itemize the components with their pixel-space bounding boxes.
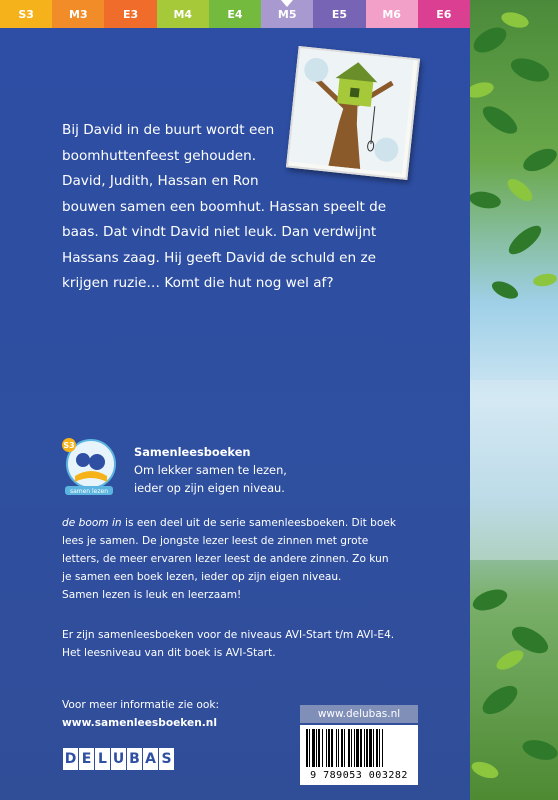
levels-info-line: Het leesniveau van dit boek is AVI-Start. [62,647,276,659]
barcode-bar [366,729,368,767]
description-line: lees je samen. De jongste lezer leest de zinnen met grote [62,535,369,547]
levels-info-line: Er zijn samenleesboeken voor de niveaus AVI-Start t/m AVI-E4. [62,629,395,641]
logo-letter: B [127,748,142,770]
barcode-bar [369,729,372,767]
barcode-bar [344,729,345,767]
samen-lezen-logo [61,436,117,496]
barcode-bar [336,729,337,767]
blurb-line: Hassans zaag. Hij geeft David de schuld en ze [62,249,376,266]
barcode-bar [318,729,320,767]
series-line: ieder op zijn eigen niveau. [134,481,285,495]
logo-letter: A [143,748,158,770]
isbn-number: 9 789053 003282 [310,770,408,781]
barcode-bar [331,729,333,767]
series-title: Samenleesboeken [134,445,251,459]
blurb [62,118,407,297]
blurb-line: David, Judith, Hassan en Ron [62,173,259,189]
level-tab: S3 [0,0,52,28]
barcode-bar [351,729,352,767]
level-tab: E5 [313,0,365,28]
barcode-bar [360,729,362,767]
barcode-bar [376,729,378,767]
logo-badge-text: S3 [63,441,75,450]
blurb-line: krijgen ruzie… Komt die hut nog wel af? [62,275,334,291]
barcode-bar [364,729,365,767]
barcode-bar [328,729,330,767]
barcode-bar [373,729,374,767]
barcode-bar [354,729,355,767]
barcode-bar [379,729,380,767]
level-tab: M4 [157,0,209,28]
series-line: Om lekker samen te lezen, [134,463,287,477]
level-tabs [0,0,470,28]
more-info-text: Voor meer informatie zie ook: [62,699,220,711]
logo-letter: D [63,748,78,770]
book-title: de boom in [62,517,122,529]
logo-letter: L [95,748,110,770]
blurb-line: bouwen samen een boomhut. Hassan speelt de [62,198,387,215]
barcode-bar [338,729,339,767]
logo-letter: S [159,748,174,770]
description-line: is een deel uit de serie samenleesboeken. Dit boek [121,517,397,529]
barcode-bar [382,729,383,767]
barcode-bar [341,729,343,767]
level-tab: M5 [261,0,313,28]
barcode-bar [322,729,323,767]
publisher-logo [63,748,174,772]
level-tab: M3 [52,0,104,28]
website-link[interactable]: www.samenleesboeken.nl [62,717,217,729]
description-line: je samen een boek lezen, ieder op zijn eigen niveau. [62,571,342,583]
logo-letter: U [111,748,126,770]
level-tab: M6 [366,0,418,28]
level-tab: E3 [104,0,156,28]
logo-letter: E [79,748,94,770]
description-line: Samen lezen is leuk en leerzaam! [62,589,242,601]
description [62,514,422,604]
series-info [134,443,287,497]
barcode-bar [309,729,310,767]
barcode-bar [326,729,327,767]
barcode-bar [356,729,359,767]
barcode-bar [312,729,315,767]
level-tab: E6 [418,0,470,28]
more-info [62,696,219,732]
description-line: letters, de meer ervaren lezer leest de andere zinnen. Zo kun [62,553,389,565]
publisher-website[interactable]: www.delubas.nl [300,705,418,723]
blurb-line: Bij David in de buurt wordt een [62,122,275,138]
isbn-barcode [300,725,418,785]
blurb-line: baas. Dat vindt David niet leuk. Dan verdwijnt [62,224,377,240]
levels-info [62,626,422,662]
level-tab: E4 [209,0,261,28]
barcode-bar [316,729,317,767]
barcode-bar [348,729,350,767]
blurb-line: boomhuttenfeest gehouden. [62,147,257,164]
logo-caption: samen lezen [69,488,109,495]
jungle-illustration [470,0,558,800]
barcode-bar [306,729,308,767]
